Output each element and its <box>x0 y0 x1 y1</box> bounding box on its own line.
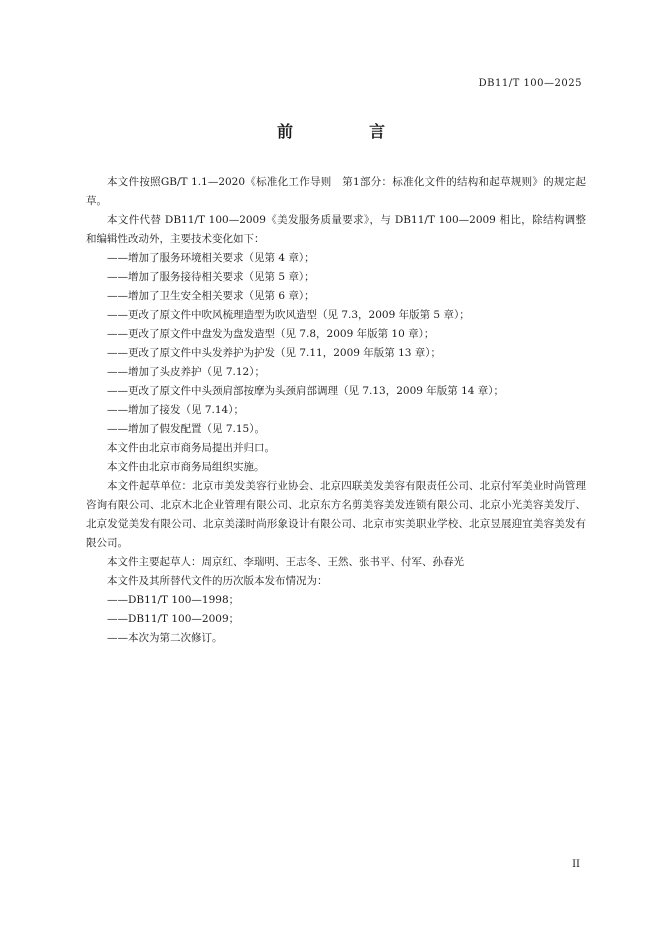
paragraph-drafting-rules: 本文件按照GB/T 1.1—2020《标准化工作导则 第1部分：标准化文件的结构和起草规则》的规定起草。 <box>86 176 586 207</box>
document-code: DB11/T 100—2025 <box>478 78 582 89</box>
change-item: ——增加了接发（见 7.14）； <box>107 404 244 416</box>
change-item: ——增加了假发配置（见 7.15）。 <box>107 423 265 435</box>
paragraph-implementer: 本文件由北京市商务局组织实施。 <box>107 461 265 473</box>
change-item: ——增加了卫生安全相关要求（见第 6 章）； <box>107 290 315 302</box>
change-item: ——更改了原文件中吹风梳理造型为吹风造型（见 7.3，2009 年版第 5 章）； <box>107 309 470 321</box>
paragraph-proposer: 本文件由北京市商务局提出并归口。 <box>107 442 275 454</box>
paragraph-history: 本文件及其所替代文件的历次版本发布情况为： <box>107 575 328 587</box>
change-item: ——更改了原文件中头发养护为护发（见 7.11，2009 年版第 13 章）； <box>107 347 442 359</box>
paragraph-drafters: 本文件主要起草人：周京红、李瑞明、王志冬、王然、张书平、付军、孙春光 <box>107 556 464 568</box>
changes-list <box>86 249 586 439</box>
paragraph-drafting-units: 本文件起草单位：北京市美发美容行业协会、北京四联美发美容有限责任公司、北京付军美业时尚管理咨询有限公司、北京木北企业管理有限公司、北京东方名剪美容美发连锁有限公司、北京小光美容美发厅、北京发觉美发有限公司、北京美漾时尚形象设计有限公司、北京市实美职业学校、北京昱展迎宜美容美发有限公司。 <box>86 480 586 549</box>
change-item: ——增加了服务接待相关要求（见第 5 章）； <box>107 271 315 283</box>
history-item: ——本次为第二次修订。 <box>107 632 223 644</box>
history-item: ——DB11/T 100—2009； <box>107 613 240 625</box>
history-item: ——DB11/T 100—1998； <box>107 594 240 606</box>
history-list <box>86 591 586 648</box>
change-item: ——增加了头皮养护（见 7.12）； <box>107 366 265 378</box>
page-number: II <box>572 859 580 870</box>
change-item: ——增加了服务环境相关要求（见第 4 章）； <box>107 252 315 264</box>
page-title: 前 言 <box>276 122 415 141</box>
foreword-body <box>86 173 586 648</box>
paragraph-replacement: 本文件代替 DB11/T 100—2009《美发服务质量要求》，与 DB11/T 100—2009 相比，除结构调整和编辑性改动外，主要技术变化如下： <box>86 214 586 245</box>
change-item: ——更改了原文件中盘发为盘发造型（见 7.8，2009 年版第 10 章）； <box>107 328 435 340</box>
change-item: ——更改了原文件中头颈肩部按摩为头颈肩部调理（见 7.13，2009 年版第 14 章）； <box>107 385 505 397</box>
